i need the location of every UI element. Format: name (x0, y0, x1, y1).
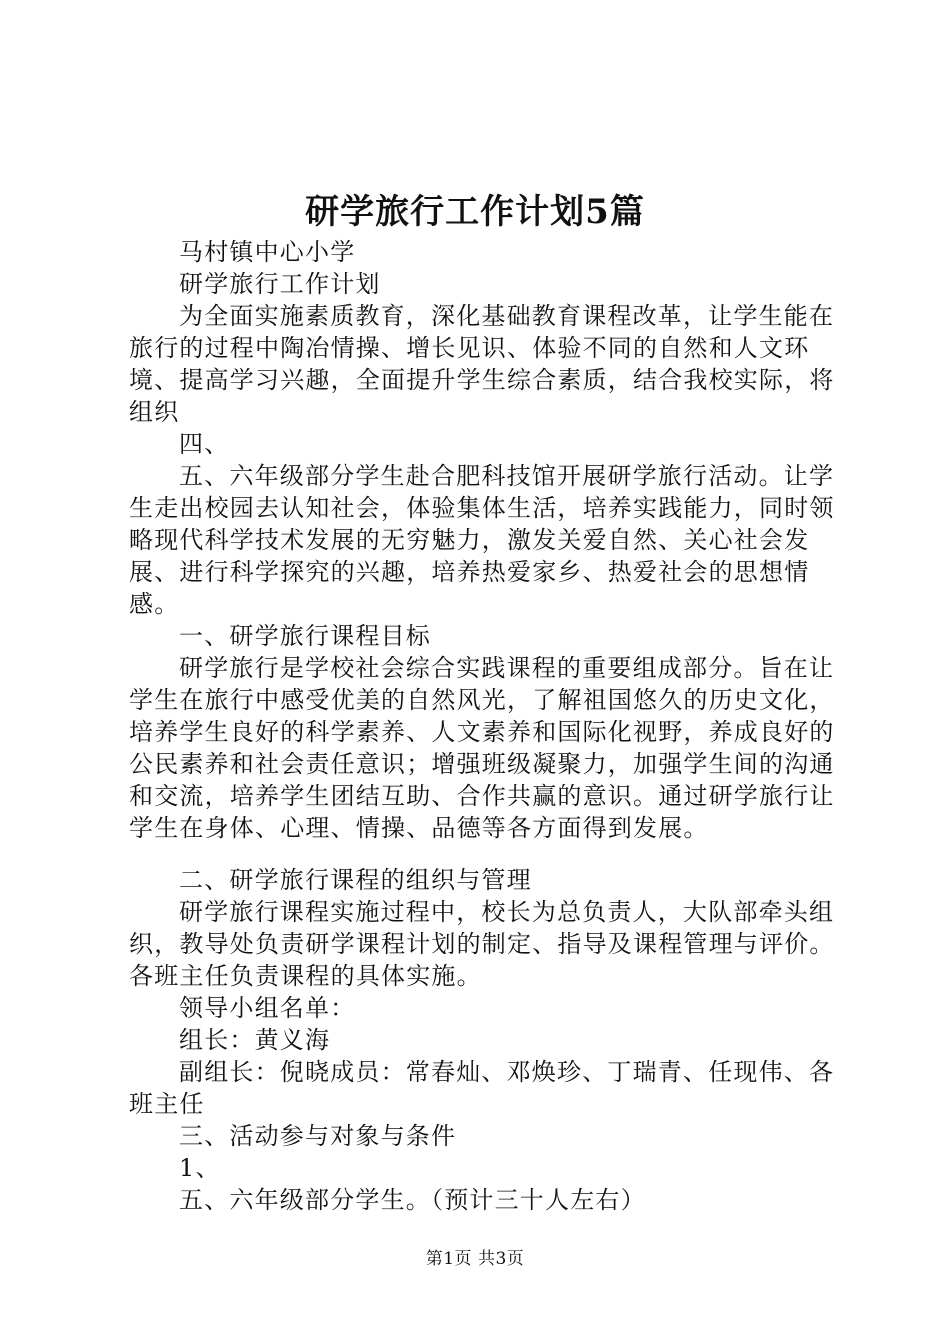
paragraph-activity: 五、六年级部分学生赴合肥科技馆开展研学旅行活动。让学生走出校园去认知社会，体验集体生活，培养实践能力，同时领略现代科学技术发展的无穷魅力，激发关爱自然、关心社会发展、进行科学探究的兴趣，培养热爱家乡、热爱社会的思想情感。 (129, 462, 835, 618)
paragraph-intro: 为全面实施素质教育，深化基础教育课程改革，让学生能在旅行的过程中陶冶情操、增长见识、体验不同的自然和人文环境、提高学习兴趣，全面提升学生综合素质，结合我校实际，将组织 (129, 302, 835, 426)
paragraph-goals: 研学旅行是学校社会综合实践课程的重要组成部分。旨在让学生在旅行中感受优美的自然风光，了解祖国悠久的历史文化，培养学生良好的科学素养、人文素养和国际化视野，养成良好的公民素养和社会责任意识；增强班级凝聚力，加强学生间的沟通和交流，培养学生团结互助、合作共赢的意识。通过研学旅行让学生在身体、心理、情操、品德等各方面得到发展。 (129, 654, 835, 842)
paragraph-leader: 组长：黄义海 (179, 1026, 331, 1054)
page-footer: 第1页 共3页 (425, 1249, 525, 1269)
paragraph-school-name: 马村镇中心小学 (179, 238, 356, 266)
paragraph-organization: 研学旅行课程实施过程中，校长为总负责人，大队部牵头组织，教导处负责研学课程计划的制定、指导及课程管理与评价。各班主任负责课程的具体实施。 (129, 898, 835, 990)
document-body (129, 236, 849, 1216)
document-title: 研学旅行工作计划5篇 (305, 192, 645, 232)
section-heading-goals: 一、研学旅行课程目标 (179, 622, 431, 650)
section-heading-organization: 二、研学旅行课程的组织与管理 (179, 866, 532, 894)
section-heading-participants: 三、活动参与对象与条件 (179, 1122, 457, 1150)
paragraph-plan-heading: 研学旅行工作计划 (179, 270, 381, 298)
paragraph-deputy-members: 副组长：倪晓成员：常春灿、邓焕珍、丁瑞青、任现伟、各班主任 (129, 1058, 835, 1118)
paragraph-item-one: 1、 (179, 1154, 221, 1182)
paragraph-leadership-list: 领导小组名单： (179, 994, 356, 1022)
paragraph-participants: 五、六年级部分学生。（预计三十人左右） (179, 1186, 646, 1214)
paragraph-grade-four: 四、 (179, 430, 230, 458)
